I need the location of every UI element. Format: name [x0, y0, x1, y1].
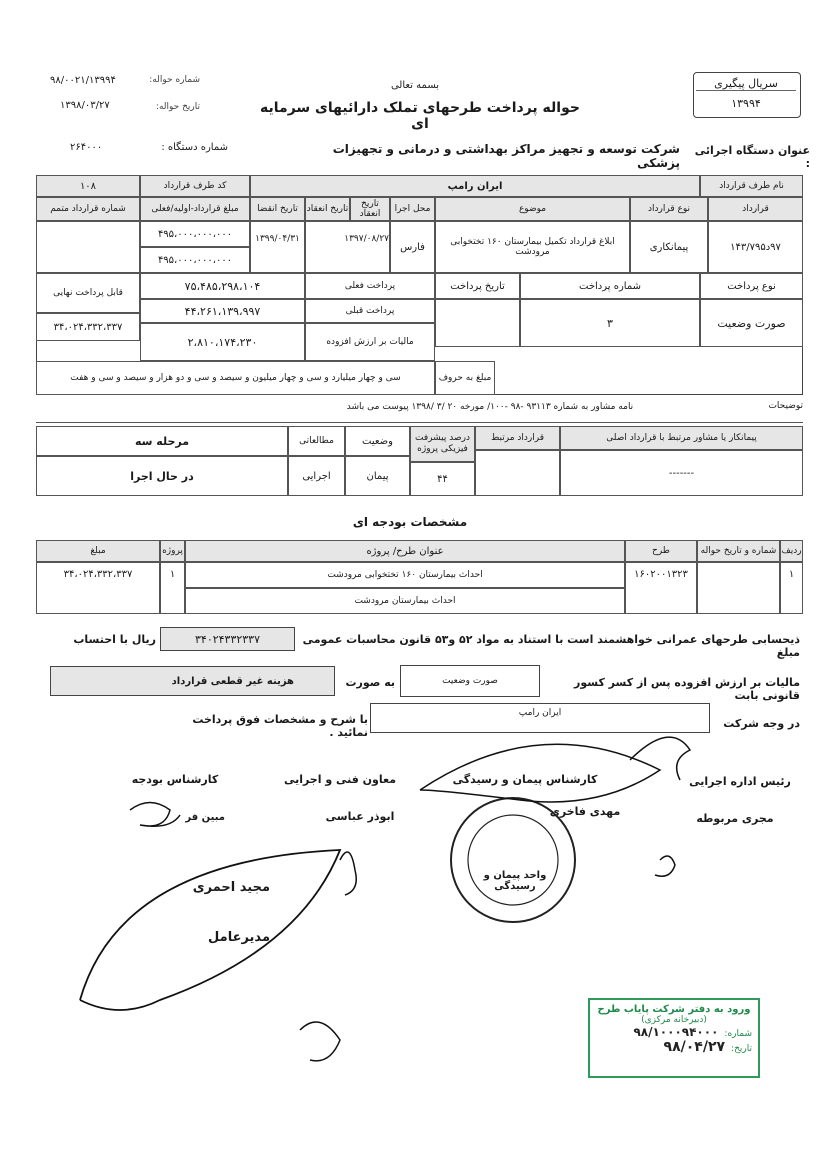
- order-cost-box: هزینه غیر قطعی قرارداد: [50, 666, 335, 696]
- studies-label: مطالعاتی: [288, 426, 345, 456]
- progress-label: درصد پیشرفت فیزیکی پروژه: [410, 426, 475, 462]
- amount-current: ۴۹۵،۰۰۰،۰۰۰،۰۰۰: [140, 247, 250, 273]
- col-amount: مبلغ قرارداد-اولیه/فعلی: [140, 197, 250, 221]
- amount-initial: ۴۹۵،۰۰۰،۰۰۰،۰۰۰: [140, 221, 250, 247]
- deputy-signature: [340, 852, 356, 895]
- page-title: حواله پرداخت طرحهای تملک دارائیهای سرمایه ای: [260, 100, 580, 132]
- budget-row-remit: [697, 562, 780, 614]
- budget-row-index: ۱: [780, 562, 803, 614]
- payee-box: ایران رامپ: [370, 703, 710, 733]
- phase-status: در حال اجرا: [36, 456, 288, 496]
- stamp-date-value: ۹۸/۰۴/۲۷: [663, 1039, 726, 1055]
- budget-col-name: عنوان طرح/ پروژه: [185, 540, 625, 562]
- contract-date-2: ۱۳۹۹/۰۴/۳۱: [250, 221, 305, 273]
- ceo-signature-tail: [300, 1022, 340, 1061]
- contract-status: پیمان: [345, 456, 410, 496]
- head-initial: [655, 856, 675, 876]
- payment-date: [435, 299, 520, 347]
- party-code-label: کد طرف قرارداد: [140, 175, 250, 197]
- order-line1-end: ریال با احتساب: [73, 633, 156, 646]
- related-contract-label: قرارداد مرتبط: [475, 426, 560, 450]
- contract-type: پیمانکاری: [630, 221, 708, 273]
- contract-number: ۹۷د۱۴۳/۷۹۵: [708, 221, 803, 273]
- order-line3-end: با شرح و مشخصات فوق پرداخت نمائید .: [192, 713, 368, 739]
- contract-expert-name: مهدی فاخری: [549, 805, 621, 818]
- tracking-label: سریال پیگیری: [696, 77, 796, 91]
- head-signature: [630, 737, 690, 780]
- current-payment: ۷۵،۴۸۵،۲۹۸،۱۰۴: [140, 273, 305, 299]
- col-expiry: تاریخ انقضا: [250, 197, 305, 221]
- deputy-title: معاون فنی و اجرایی: [283, 773, 397, 786]
- stamp-date-label: تاریخ:: [731, 1044, 752, 1054]
- party-code: ۱۰۸: [36, 175, 140, 197]
- supplement-number: [36, 221, 140, 273]
- order-line1: ذیحسابی طرحهای عمرانی خواهشمند است با استناد به مواد ۵۲ و۵۳ قانون محاسبات عمومی مبلغ: [302, 633, 800, 659]
- related-contract: [475, 450, 560, 496]
- previous-payment: ۴۴،۲۶۱،۱۳۹،۹۹۷: [140, 299, 305, 323]
- device-no: ۲۶۴۰۰۰: [70, 142, 103, 153]
- contract-expert-title: کارشناس پیمان و رسیدگی: [452, 773, 598, 786]
- words-label: مبلغ به حروف: [435, 361, 495, 395]
- head-note: مجری مربوطه: [696, 812, 774, 825]
- col-type: نوع قرارداد: [630, 197, 708, 221]
- party-name-label: نام طرف قرارداد: [700, 175, 803, 197]
- stamp-no-label: شماره:: [724, 1029, 752, 1039]
- budget-col-amount: مبلغ: [36, 540, 160, 562]
- notes-label: توضیحات: [768, 401, 803, 411]
- budget-col-plan: طرح: [625, 540, 697, 562]
- deputy-name: ابوذر عباسی: [325, 810, 395, 823]
- phase-label: مرحله سه: [36, 426, 288, 456]
- entry-stamp: [588, 998, 760, 1078]
- remit-date-label: تاریخ حواله:: [155, 102, 200, 112]
- contract-status-label: وضعیت: [345, 426, 410, 456]
- contract-subject: ابلاغ قرارداد تکمیل بیمارستان ۱۶۰ تختخوابی مرودشت: [435, 221, 630, 273]
- contract-date-1: ۱۳۹۷/۰۸/۲۷: [305, 221, 390, 273]
- ceo-name: مجید احمری: [192, 880, 270, 895]
- order-type-box: صورت وضعیت: [400, 665, 540, 697]
- bismillah: بسمه تعالی: [390, 80, 440, 91]
- order-line3: در وجه شرکت: [723, 717, 800, 730]
- statement-no-label: شماره پرداخت: [520, 273, 700, 299]
- budget-row-name: احداث بیمارستان ۱۶۰ تختخوابی مرودشت: [185, 562, 625, 588]
- remit-date: ۱۳۹۸/۰۳/۲۷: [60, 100, 110, 111]
- budget-col-project: پروژه: [160, 540, 185, 562]
- device-no-label: شماره دستگاه :: [161, 142, 228, 153]
- company-label: عنوان دستگاه اجرائی :: [694, 144, 810, 170]
- official-seal: [448, 795, 578, 925]
- amount-in-words: سی و چهار میلیارد و سی و چهار میلیون و سیصد و سی و دو هزار و سیصد و سی و هفت: [36, 361, 435, 395]
- payment-date-label: تاریخ پرداخت: [435, 273, 520, 299]
- vat-label: مالیات بر ارزش افزوده: [305, 323, 435, 361]
- budget-col-remit: شماره و تاریخ حواله: [697, 540, 780, 562]
- party-name: ایران رامپ: [250, 175, 700, 197]
- col-subject: موضوع: [435, 197, 630, 221]
- budget-expert-title: کارشناس بودجه: [131, 773, 219, 786]
- stamp-line2: (دبیرخانه مرکزی): [641, 1015, 707, 1025]
- remit-no-label: شماره حواله:: [149, 75, 200, 85]
- col-date-a: تاریخ انعقاد: [350, 197, 390, 221]
- progress-value: ۴۴: [410, 462, 475, 496]
- notes-text: نامه مشاور به شماره ۹۳۱۱۳ -۹۸ -۱۰۰/ مورخه ۲۰ /۳ /۱۳۹۸ پیوست می باشد: [346, 402, 634, 412]
- previous-payment-label: پرداخت قبلی: [305, 299, 435, 323]
- contract-place: فارس: [390, 221, 435, 273]
- consultant-label: پیمانکار یا مشاور مرتبط با قرارداد اصلی: [560, 426, 803, 450]
- budget-row-amount: ۳۴،۰۲۴،۳۳۲،۳۳۷: [36, 562, 160, 614]
- stamp-no-value: ۹۸/۱۰۰۰۹۴۰۰۰: [633, 1025, 719, 1039]
- seal-text: واحد پیمان و رسیدگی: [483, 870, 547, 892]
- budget-col-row: ردیف: [780, 540, 803, 562]
- payment-type-label: نوع پرداخت: [700, 273, 803, 299]
- col-date-b: تاریخ انعقاد: [305, 197, 350, 221]
- vat-amount: ۲،۸۱۰،۱۷۴،۲۳۰: [140, 323, 305, 361]
- remit-no: ۹۸/۰۰۲۱/۱۳۹۹۴: [50, 75, 116, 86]
- company-name: شرکت توسعه و تجهیز مراکز بهداشتی و درمانی و تجهیزات پزشکی: [332, 142, 680, 170]
- ceo-title: مدیرعامل: [208, 930, 270, 945]
- col-place: محل اجرا: [390, 197, 435, 221]
- order-line2-mid: به صورت: [345, 676, 395, 689]
- head-title: رئیس اداره اجرایی: [689, 775, 791, 788]
- statement-no: ۳: [520, 299, 700, 347]
- order-amount: ۳۴۰۲۴۳۳۲۳۳۷: [160, 627, 295, 651]
- col-contract: قرارداد: [708, 197, 803, 221]
- budget-row-project: ۱: [160, 562, 185, 614]
- budget-row-plan: ۱۶۰۲۰۰۱۳۲۳: [625, 562, 697, 614]
- execution-label: اجرایی: [288, 456, 345, 496]
- budget-title: مشخصات بودجه ای: [352, 515, 468, 529]
- tracking-value: ۱۳۹۹۴: [731, 97, 761, 110]
- budget-row-subname: احداث بیمارستان مرودشت: [185, 588, 625, 614]
- final-payable-label: قابل پرداخت نهایی: [36, 273, 140, 313]
- order-line2: مالیات بر ارزش افزوده پس از کسر کسور قانونی بابت: [574, 676, 800, 702]
- consultant-value: -------: [560, 450, 803, 496]
- budget-expert-name: مبین فر: [185, 812, 225, 823]
- payment-type: صورت وضعیت: [700, 299, 803, 347]
- final-payable: ۳۴،۰۲۴،۳۳۲،۳۳۷: [36, 313, 140, 341]
- current-payment-label: پرداخت فعلی: [305, 273, 435, 299]
- col-supplement: شماره قرارداد متمم: [36, 197, 140, 221]
- stamp-line1: ورود به دفتر شرکت پایاب طرح: [597, 1004, 751, 1015]
